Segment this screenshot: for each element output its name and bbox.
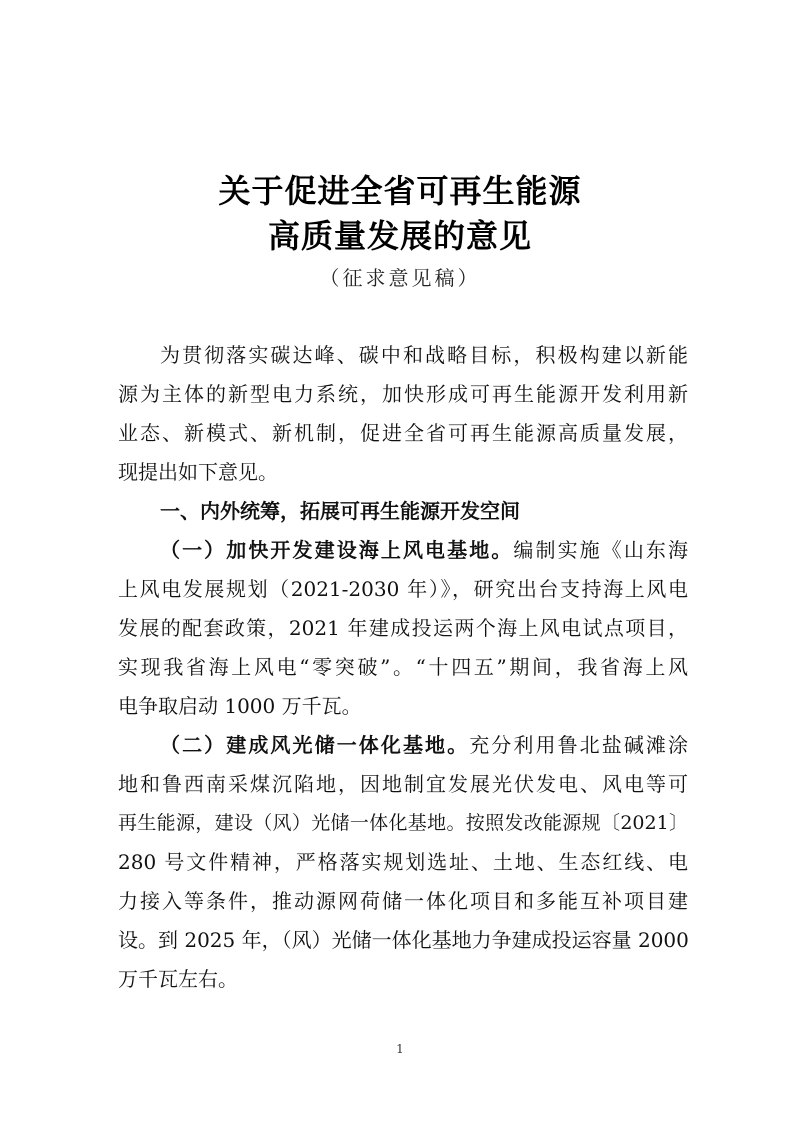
item1-first-line bbox=[160, 536, 688, 564]
item2-lead: （二）建成风光储一体化基地。 bbox=[160, 733, 470, 757]
item2-line: 万千瓦左右。 bbox=[118, 967, 238, 991]
item1-line: 电争取启动 1000 万千瓦。 bbox=[118, 694, 362, 718]
item1-line: 实现我省海上风电“零突破”。“十四五”期间，我省海上风 bbox=[118, 655, 688, 679]
item2-first-line-rest: 充分利用鲁北盐碱滩涂 bbox=[469, 733, 689, 757]
document-title-line-1: 关于促进全省可再生能源 bbox=[218, 172, 582, 210]
intro-line: 现提出如下意见。 bbox=[118, 460, 278, 484]
document-subtitle: （征求意见稿） bbox=[319, 266, 481, 290]
item1-lead: （一）加快开发建设海上风电基地。 bbox=[160, 538, 514, 562]
item1-first-line-rest: 编制实施《山东海 bbox=[513, 538, 689, 562]
section-heading: 一、内外统筹，拓展可再生能源开发空间 bbox=[160, 499, 520, 523]
intro-line: 源为主体的新型电力系统，加快形成可再生能源开发利用新 bbox=[118, 382, 688, 406]
item2-line: 力接入等条件，推动源网荷储一体化项目和多能互补项目建 bbox=[118, 889, 688, 913]
intro-line: 业态、新模式、新机制，促进全省可再生能源高质量发展， bbox=[118, 421, 688, 445]
item2-line: 再生能源，建设（风）光储一体化基地。按照发改能源规〔2021〕 bbox=[118, 812, 688, 834]
item1-line: 发展的配套政策，2021 年建成投运两个海上风电试点项目， bbox=[118, 616, 688, 640]
document-title-line-2: 高质量发展的意见 bbox=[267, 217, 532, 255]
item1-line: 上风电发展规划（2021-2030 年）》，研究出台支持海上风电 bbox=[118, 577, 688, 601]
item2-line: 设。到 2025 年，（风）光储一体化基地力争建成投运容量 2000 bbox=[118, 928, 689, 952]
intro-line: 为贯彻落实碳达峰、碳中和战略目标，积极构建以新能 bbox=[160, 343, 688, 367]
item2-first-line bbox=[160, 731, 688, 759]
item2-line: 地和鲁西南采煤沉陷地，因地制宜发展光伏发电、风电等可 bbox=[118, 772, 688, 796]
item2-line: 280 号文件精神，严格落实规划选址、土地、生态红线、电 bbox=[118, 850, 688, 874]
page-number: 1 bbox=[396, 1042, 404, 1056]
